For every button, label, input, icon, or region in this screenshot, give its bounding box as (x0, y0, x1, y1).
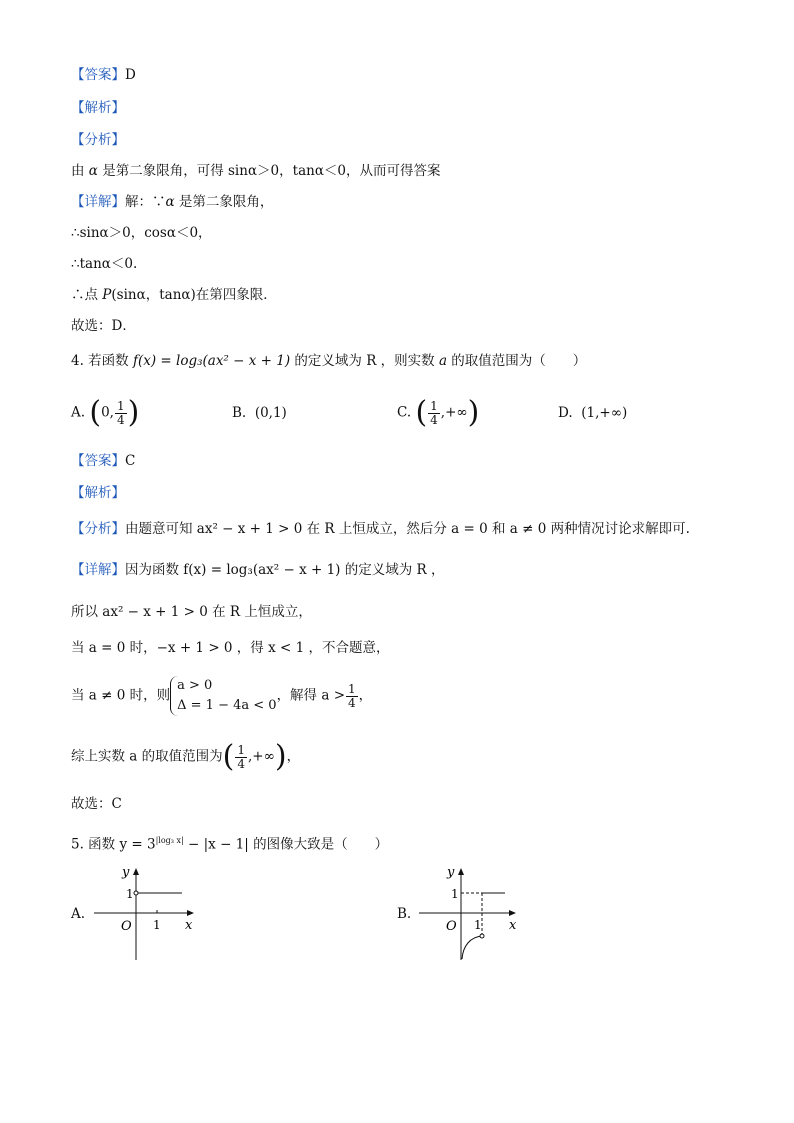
variable-a: a (438, 353, 448, 369)
graph-option-b (415, 860, 535, 965)
text: 是第二象限角， (174, 194, 274, 210)
point-p: P (102, 287, 112, 303)
open-point (134, 891, 138, 895)
q4-option-b (232, 404, 287, 422)
q4-line-1: 所以 ax² − x + 1 > 0 在 R 上恒成立， (71, 604, 312, 620)
option-value: (1,+∞) (581, 405, 628, 421)
origin-label: O (121, 919, 132, 934)
fenxi-tag: 【分析】 (71, 132, 125, 148)
x-axis-arrow (187, 910, 194, 916)
q4-choose: 故选：C (71, 796, 122, 812)
q5-stem (71, 832, 388, 854)
text: 解：∵ (125, 194, 166, 210)
text: 是第二象限角，可得 sinα＞0，tanα＜0，从而可得答案 (97, 163, 441, 179)
text: 当 a ≠ 0 时，则 (71, 687, 171, 704)
graph-option-a (90, 860, 210, 965)
open-point (480, 934, 484, 938)
text: ,+∞ (248, 748, 275, 765)
q3-answer-line (71, 66, 136, 84)
text: 5. 函数 y = 3 (71, 836, 156, 853)
q3-step-1: ∴sinα＞0，cosα＜0， (71, 225, 212, 241)
q4-fenxi-line (71, 520, 690, 538)
text: 的取值范围为（ ） (447, 353, 587, 369)
answer-value: C (125, 453, 136, 469)
origin-label: O (446, 919, 457, 934)
option-label: B. (232, 405, 247, 421)
analysis-tag: 【解析】 (71, 100, 125, 116)
tick-one-x: 1 (474, 918, 482, 932)
answer-tag: 【答案】 (71, 453, 125, 469)
text: 因为函数 f(x) = log₃(ax² − x + 1) 的定义域为 R ， (125, 562, 445, 578)
q5-option-a-label: A. (71, 906, 86, 922)
fenxi-tag: 【分析】 (71, 521, 125, 537)
q3-detail-line (71, 193, 273, 211)
detail-tag: 【详解】 (71, 562, 125, 578)
q4-option-d (558, 404, 627, 422)
tick-one-x: 1 (153, 918, 161, 932)
q4-line-2: 当 a = 0 时，−x + 1 > 0 ，得 x < 1 ，不合题意， (71, 640, 390, 656)
exponent: |log₃ x| (155, 836, 184, 845)
y-axis-arrow (133, 868, 139, 875)
x-label: x (509, 918, 517, 933)
fraction: $\frac{1}{4}$ (430, 398, 438, 427)
y-label: y (122, 865, 130, 880)
text: 4. 若函数 (71, 353, 133, 369)
alpha-symbol: α (165, 194, 175, 210)
text: ，解得 a > (276, 687, 346, 704)
fraction: $\frac{1}{4}$ (237, 742, 245, 771)
q5-option-b-label: B. (397, 906, 412, 922)
q4-option-c: C. ( $\frac{1}{4}$ ,+∞) (397, 395, 480, 430)
text: (sinα，tanα)在第四象限． (111, 287, 277, 303)
q4-analysis-heading (71, 484, 125, 502)
answer-tag: 【答案】 (71, 67, 125, 83)
q4-stem (71, 352, 586, 370)
analysis-tag: 【解析】 (71, 485, 125, 501)
text: ， (286, 748, 301, 765)
q3-step-2: ∴tanα＜0. (71, 256, 138, 272)
q3-analysis-heading (71, 99, 125, 117)
tick-one-y: 1 (126, 887, 134, 901)
x-axis-arrow (509, 910, 516, 916)
q3-fenxi-heading (71, 131, 125, 149)
q4-answer-line (71, 452, 135, 470)
option-label: C. (397, 404, 412, 421)
q4-line-3 (71, 676, 372, 716)
option-label: D. (558, 405, 573, 421)
text: − |x − 1| 的图像大致是（ ） (183, 836, 389, 853)
fraction: $\frac{1}{4}$ (116, 398, 125, 427)
text: 的定义域为 R ，则实数 (290, 353, 439, 369)
text: 综上实数 a 的取值范围为 (71, 748, 223, 765)
x-label: x (185, 918, 193, 933)
y-label: y (447, 865, 455, 880)
fraction: $\frac{1}{4}$ (348, 681, 356, 710)
q3-step-3 (71, 286, 277, 304)
q3-choose: 故选：D． (71, 318, 136, 334)
tick-one-y: 1 (451, 887, 459, 901)
function-formula: f(x) = log₃(ax² − x + 1) (132, 353, 291, 369)
text: 由 (71, 163, 89, 179)
q3-fenxi-text (71, 162, 441, 180)
inequality-system: a > 0 Δ = 1 − 4a < 0 (170, 676, 276, 716)
detail-tag: 【详解】 (71, 194, 125, 210)
text: ， (358, 687, 373, 704)
answer-value: D (125, 67, 136, 83)
q4-detail-line (71, 561, 444, 579)
option-label: A. (71, 404, 86, 421)
y-axis-arrow (458, 868, 464, 875)
q4-option-a: A. (0, $\frac{1}{4}$ ) (71, 395, 140, 430)
option-value: 0, (101, 404, 114, 421)
text: ∴点 (71, 287, 103, 303)
text: 由题意可知 ax² − x + 1 > 0 在 R 上恒成立，然后分 a = 0 和 a ≠ 0 两种情况讨论求解即可. (125, 521, 690, 537)
alpha-symbol: α (88, 163, 98, 179)
q4-line-4: 综上实数 a 的取值范围为( $\frac{1}{4}$ ,+∞)， (71, 739, 301, 774)
graph-curve (462, 936, 482, 959)
option-value: (0,1) (254, 405, 287, 421)
option-value: ,+∞ (440, 404, 468, 421)
